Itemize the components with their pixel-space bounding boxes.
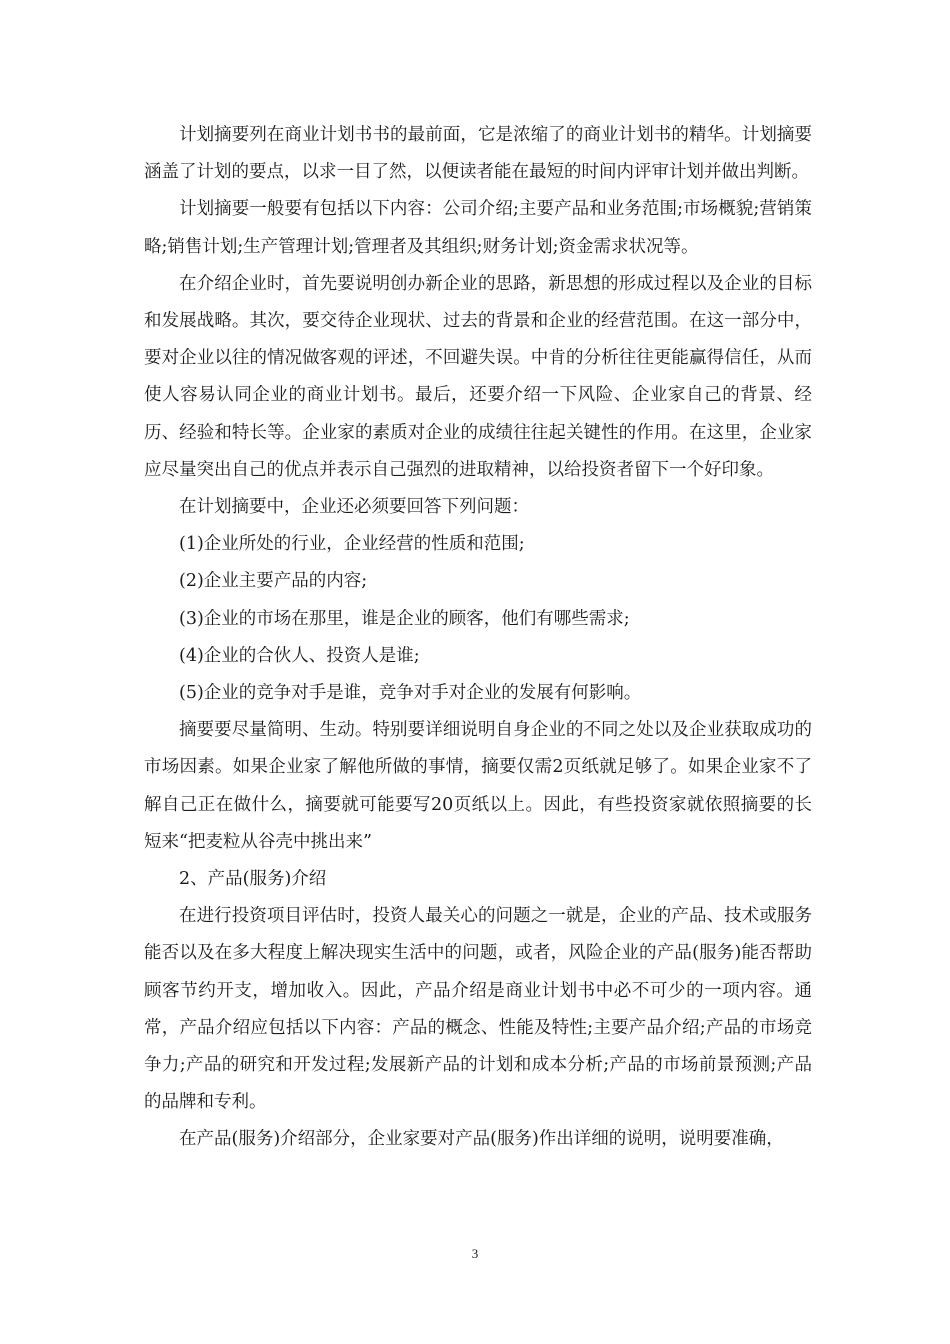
- paragraph-product-details: 在产品(服务)介绍部分，企业家要对产品(服务)作出详细的说明，说明要准确，: [179, 1129, 784, 1150]
- list-item-question-5: (5)企业的竞争对手是谁，竞争对手对企业的发展有何影响。: [179, 683, 642, 704]
- list-item-question-3: (3)企业的市场在那里，谁是企业的顾客，他们有哪些需求;: [179, 608, 630, 629]
- paragraph-company-intro: 在介绍企业时，首先要说明创办新企业的思路，新思想的形成过程以及企业的目标和发展战略。其次，要交待企业现状、过去的背景和企业的经营范围。在这一部分中，要对企业以往的情况做客观的评述，不回避失误。中肯的分析往往更能赢得信任，从而使人容易认同企业的商业计划书。最后，还要介绍一下风险、企业家自己的背景、经历、经验和特长等。企业家的素质对企业的成绩往往起关键性的作用。在这里，企业家应尽量突出自己的优点并表示自己强烈的进取精神，以给投资者留下一个好印象。: [144, 273, 812, 480]
- list-item-question-2: (2)企业主要产品的内容;: [179, 571, 368, 592]
- list-item-question-4: (4)企业的合伙人、投资人是谁;: [179, 645, 420, 666]
- list-item-question-1: (1)企业所处的行业，企业经营的性质和范围;: [179, 534, 525, 555]
- page-number: 3: [471, 1246, 479, 1261]
- paragraph-summary-intro: 计划摘要列在商业计划书书的最前面，它是浓缩了的商业计划书的精华。计划摘要涵盖了计划的要点，以求一目了然，以便读者能在最短的时间内评审计划并做出判断。: [144, 125, 812, 183]
- section-heading-product: 2、产品(服务)介绍: [179, 869, 327, 890]
- paragraph-questions-lead: 在计划摘要中，企业还必须要回答下列问题：: [179, 497, 529, 518]
- body-text: [144, 117, 812, 1159]
- paragraph-summary-style: 摘要要尽量简明、生动。特别要详细说明自身企业的不同之处以及企业获取成功的市场因素。如果企业家了解他所做的事情，摘要仅需2页纸就足够了。如果企业家不了解自己正在做什么，摘要就可能要写20页纸以上。因此，有些投资家就依照摘要的长短来“把麦粒从谷壳中挑出来”: [144, 720, 812, 852]
- paragraph-product-evaluation: 在进行投资项目评估时，投资人最关心的问题之一就是，企业的产品、技术或服务能否以及在多大程度上解决现实生活中的问题，或者，风险企业的产品(服务)能否帮助顾客节约开支，增加收入。因此，产品介绍是商业计划书中必不可少的一项内容。通常，产品介绍应包括以下内容：产品的概念、性能及特性;主要产品介绍;产品的市场竞争力;产品的研究和开发过程;发展新产品的计划和成本分析;产品的市场前景预测;产品的品牌和专利。: [144, 906, 812, 1113]
- paragraph-summary-contents: 计划摘要一般要有包括以下内容：公司介绍;主要产品和业务范围;市场概貌;营销策略;销售计划;生产管理计划;管理者及其组织;财务计划;资金需求状况等。: [144, 199, 812, 257]
